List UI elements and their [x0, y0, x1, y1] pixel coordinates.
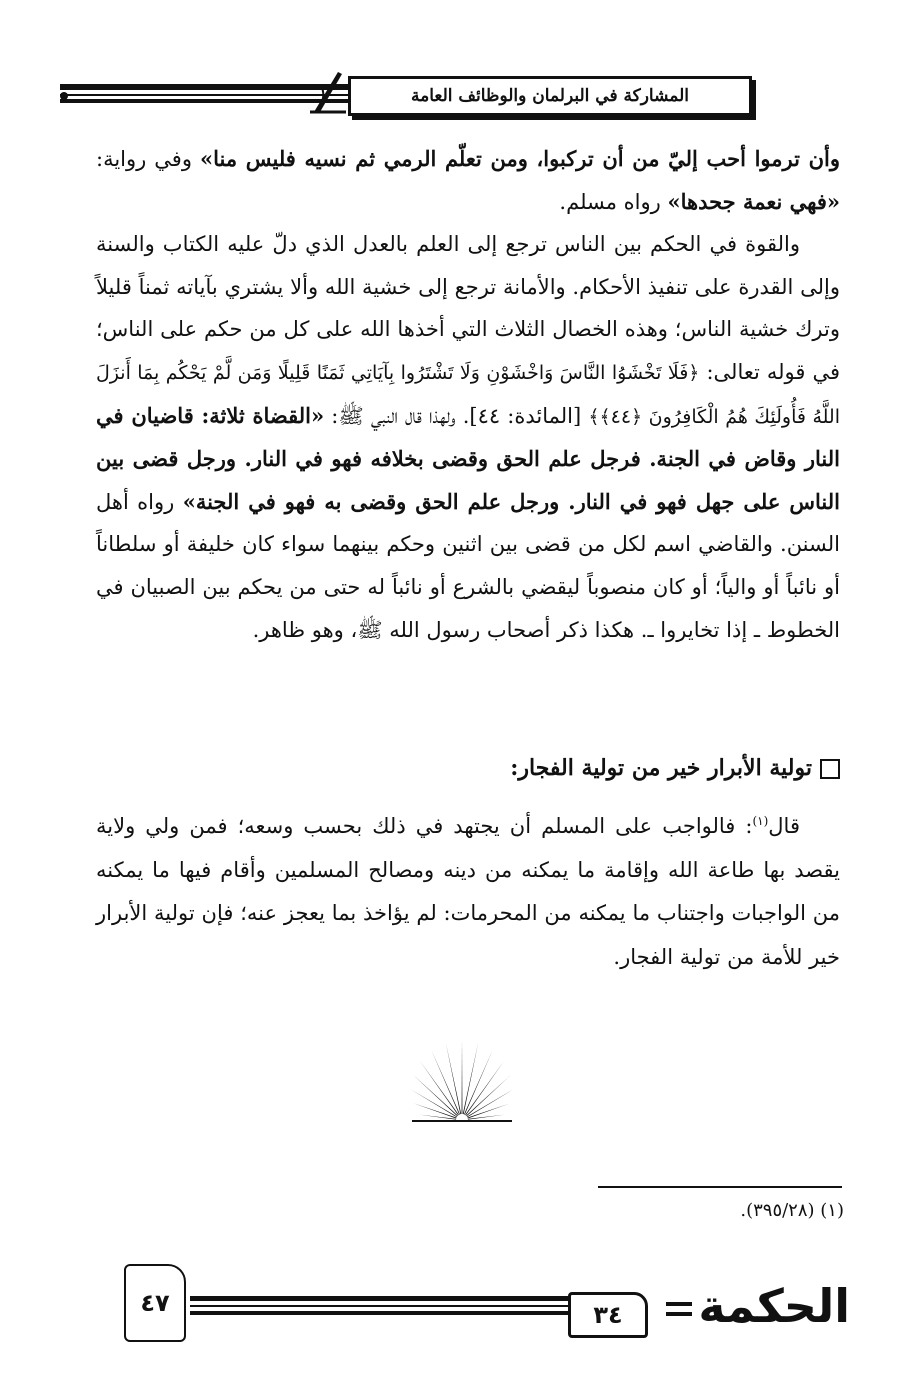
hadith-bold: «فهي نعمة جحدها»	[667, 188, 840, 214]
footer	[100, 1258, 850, 1348]
text-span: والقوة في الحكم بين الناس ترجع إلى العلم بالعدل الذي دلّ عليه الكتاب والسنة وإلى القدرة على تنفيذ الأحكام. والأمانة ترجع إلى خشية الله وألا يشتري بآياته ثمناً قليلاً وترك خشية الناس؛ وهذه الخصال الثلاث التي أخذها الله على كل من حكم على الناس؛ في قوله تعالى:	[96, 232, 840, 384]
footnote-marker[interactable]: (١)	[752, 814, 769, 828]
ornament-ray	[420, 1061, 459, 1115]
footer-rule	[190, 1311, 620, 1315]
hadith-bold: وأن ترموا أحب إليّ من أن تركبوا، ومن تعلّم الرمي ثم نسيه فليس منا»	[199, 146, 840, 171]
text-span: : فالواجب على المسلم أن يجتهد في ذلك بحسب وسعه؛ فمن ولي ولاية يقصد بها طاعة الله وإقامة ما يمكنه من دينه ومصالح المسلمين وأقام فيها ما يمكنه من الواجبات واجتناب ما يمكنه من المحرمات: لم يؤاخذ بما يعجز عنه؛ فإن تولية الأبرار خير للأمة من تولية الفجار.	[96, 814, 840, 969]
paragraph-1	[96, 138, 840, 223]
ornament-ray	[413, 1103, 456, 1118]
magazine-logo: الحكمة	[698, 1279, 850, 1333]
ornament-ray	[465, 1061, 504, 1115]
ornament-ray	[446, 1043, 461, 1115]
text-span: ولهذا قال النبي ﷺ:	[324, 403, 456, 428]
quill-icon	[308, 68, 348, 116]
paragraph-2	[96, 223, 840, 651]
ornament-ray	[462, 1040, 463, 1114]
ornament-ray	[419, 1115, 456, 1120]
text-span: رواه أهل السنن. والقاضي اسم لكل من قضى بين اثنين وحكم بينهما سواء كان خليفة أو سلطاناً أو نائباً أو والياً؛ أو كان منصوباً ليقضي بالشرع أو نائباً له حتى من يحكم بين الصبيان في الخطوط ـ إذا تخايروا ـ. هكذا ذكر أصحاب رسول الله ﷺ، وهو ظاهر.	[96, 489, 840, 642]
ornament-ray	[463, 1043, 478, 1115]
section-text	[96, 800, 840, 979]
section-heading	[96, 748, 840, 788]
sunburst-ornament-icon	[372, 1032, 552, 1128]
footer-rule	[190, 1305, 620, 1307]
equals-mark	[666, 1302, 692, 1322]
issue-number: ٣٤	[568, 1292, 648, 1338]
ornament-ray	[468, 1103, 511, 1118]
footer-rule	[190, 1296, 620, 1301]
header-title: المشاركة في البرلمان والوظائف العامة	[348, 76, 752, 116]
quran-verse: ﴿فَلَا تَخْشَوُا النَّاسَ وَاخْشَوْنِ وَلَا تَشْتَرُوا بِآيَاتِي ثَمَنًا قَلِيلًا وَمَن لَّمْ يَحْكُم بِمَا أَنزَلَ اللَّهُ فَأُولَئِكَ هُمُ الْكَافِرُونَ ﴿٤٤﴾﴾	[96, 361, 840, 428]
section-heading-text: تولية الأبرار خير من تولية الفجار:	[510, 755, 812, 781]
main-text	[96, 138, 840, 651]
footnote-rule	[598, 1186, 842, 1188]
running-header	[60, 68, 880, 124]
text-span: قال	[768, 814, 800, 838]
page-number: ٤٧	[124, 1264, 186, 1342]
verse-reference: [المائدة: ٤٤].	[455, 403, 589, 428]
hadith-bold: «القضاة ثلاثة: قاضيان في النار وقاض في الجنة. فرجل علم الحق وقضى بخلافه فهو في النار. ورجل قضى بين الناس على جهل فهو في النار. ورجل علم الحق وقضى به فهو في الجنة»	[96, 402, 840, 514]
text-span: وفي رواية:	[96, 147, 200, 171]
paragraph-3	[96, 800, 840, 979]
text-span: رواه مسلم.	[559, 189, 668, 214]
footnote: (١) (٣٩٥/٢٨).	[740, 1200, 844, 1221]
square-bullet-icon	[820, 759, 840, 779]
ornament-ray	[468, 1115, 505, 1120]
